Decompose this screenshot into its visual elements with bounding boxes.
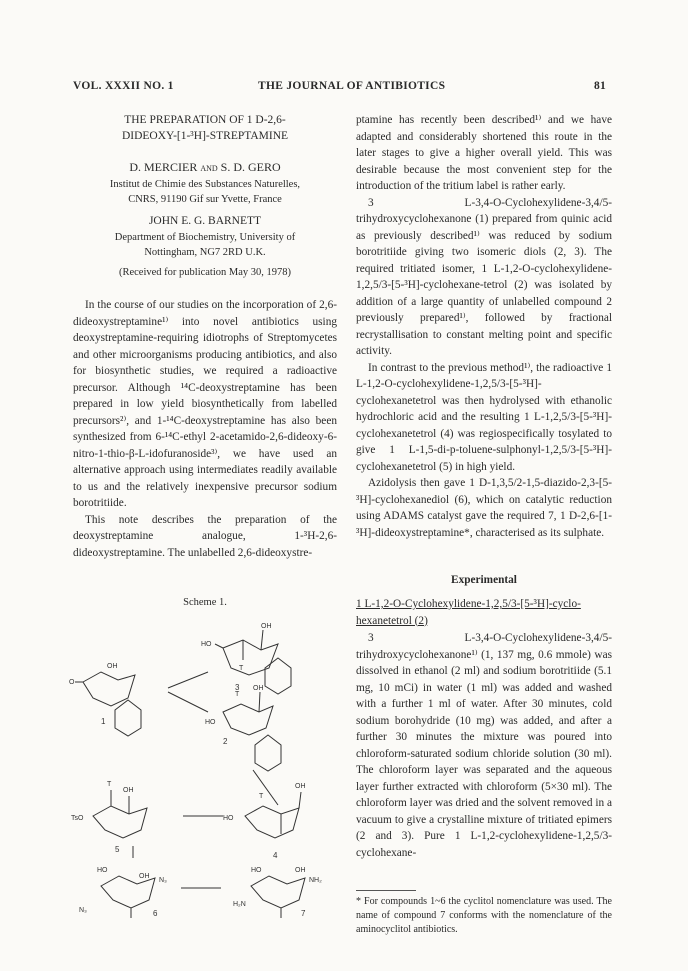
article-title [73, 112, 337, 144]
arrow-1-to-2 [168, 692, 208, 712]
left-column-body [73, 297, 337, 561]
c2-t-label: T [235, 691, 240, 698]
experimental-subheading [356, 596, 612, 629]
scheme-title: Scheme 1. [183, 597, 227, 608]
synthesis-paragraph-2: In contrast to the previous method¹⁾, the radioactive 1 L-1,2-O-cyclohexylidene-1,2,5/3-[5-³H]-cyclohexanetetrol was then hydrolysed with ethanolic hydrochloric acid and the resulting 1 L-1,2,5/3-[5-³H]-cyclohexanetetrol (4) was regiospecifically tosylated to give 1 L-1,5-di-p-toluene-sulphonyl-1,2,5/3-[5-³H]-cyclohexanetetrol (5) in high yield. [356, 361, 612, 473]
compound-2-structure [205, 685, 281, 771]
arrow-2-to-4 [253, 770, 278, 805]
c7-oh-label: OH [295, 867, 306, 874]
c2-number: 2 [223, 737, 228, 746]
c7-ho-label: HO [251, 867, 262, 874]
c2-ho-label: HO [205, 719, 216, 726]
c3-t-label: T [239, 665, 244, 672]
experimental-body [356, 630, 612, 861]
c1-o-label: O [69, 679, 75, 686]
c4-ho-label: HO [223, 815, 234, 822]
affiliation-2 [73, 230, 337, 260]
experimental-paragraph: 3 L-3,4-O-Cyclohexylidene-3,4/5-trihydroxycyclohexanone¹⁾ (1, 137 mg, 0.6 mmole) was dissolved in ethanol (2 ml) and sodium borotritiide (5.1 mg, 10 mCi) in water (1 ml) was added and washed with a further 1 ml of water. After 30 minutes, cold sodium borohydride (10 mg) was added, and after a further 30 minutes the mixture was poured into chloroform-saturated sodium chloride solution (30 ml). The chloroform layer was separated and the aqueous layer further extracted with chloroform (5×30 ml). The chloroform layer was dried and the solvent removed in a vacuum to give a crystalline mixture of tritiated epimers (2 and 3). Pure 1 L-1,2-cyclohexylidene-1,2,5/3-cyclohexane- [356, 632, 612, 859]
title-line-2: DIDEOXY-[1-³H]-STREPTAMINE [121, 130, 289, 142]
c5-oh-label: OH [123, 787, 134, 794]
c3-number: 3 [235, 683, 240, 692]
running-header-volume: VOL. XXXII NO. 1 [73, 80, 174, 92]
c4-number: 4 [273, 851, 278, 860]
authors-1: D. MERCIER and S. D. GERO [129, 160, 281, 174]
affiliation-1-line-2: CNRS, 91190 Gif sur Yvette, France [128, 194, 282, 205]
c2-oh-label: OH [253, 685, 264, 692]
continuation-paragraph: ptamine has recently been described¹⁾ and we have adapted and considerably shortened this route in the later stages to give a higher overall yield. This was desirable because the most convenient step for the introduction of the tritium label is rather early. [356, 114, 612, 192]
compound-6-structure [79, 867, 167, 918]
c5-tso-label: TsO [71, 815, 84, 822]
right-column-body [356, 112, 612, 541]
affiliation-2-line-1: Department of Biochemistry, University of [114, 232, 296, 243]
synthesis-paragraph-1: 3 L-3,4-O-Cyclohexylidene-3,4/5-trihydroxycyclohexanone (1) prepared from quinic acid as previously described¹⁾ was reduced by sodium borotritiide giving two isomeric diols (2, 3). The required tritiated isomer, 1 L-1,2-O-cyclohexylidene-1,2,5/3-[5-³H]-cyclohexane-tetrol (2) was isolated by addition of a large quantity of unlabelled compound 2 previously prepared¹⁾, followed by fractional recrystallisation to constant melting point and specific activity. [356, 196, 612, 357]
arrow-1-to-3 [168, 672, 208, 688]
reaction-scheme [69, 620, 337, 920]
c3-ho-label: HO [201, 641, 212, 648]
c7-number: 7 [301, 909, 306, 918]
c4-t-label: T [259, 793, 264, 800]
affiliation-1 [73, 177, 337, 207]
experimental-subheading-line-2: hexanetetrol (2) [356, 614, 428, 627]
page-number: 81 [594, 80, 607, 92]
c7-h2n-label: H₂N [233, 901, 246, 908]
c6-ho-label: HO [97, 867, 108, 874]
footnote-rule [356, 890, 416, 891]
c5-number: 5 [115, 845, 120, 854]
running-header-journal: THE JOURNAL OF ANTIBIOTICS [258, 80, 446, 92]
compound-7-structure [233, 867, 322, 918]
note-paragraph: This note describes the preparation of the deoxystreptamine analogue, 1-³H-2,6-dideoxystreptamine. The unlabelled 2,6-dideoxystre- [73, 513, 337, 559]
title-line-1: THE PREPARATION OF 1 D-2,6- [124, 114, 286, 126]
c7-nh2-label: NH₂ [309, 877, 322, 884]
c3-oh-label: OH [261, 623, 272, 630]
compound-4-structure [223, 783, 306, 860]
c6-oh-label: OH [139, 873, 150, 880]
experimental-heading: Experimental [451, 574, 517, 586]
intro-paragraph: In the course of our studies on the incorporation of 2,6-dideoxystreptamine¹⁾ into novel antibiotics using deoxystreptamine-requiring idiotrophs of Streptomycetes and other microorganisms producing antibiotics, and also for biosynthetic studies, we required a radioactive precursor. Although ¹⁴C-deoxystreptamine has been prepared in low yield biosynthetically from labelled precursors²⁾, and 1-¹⁴C-deoxystreptamine has also been synthesized from 6-¹⁴C-ethyl 2-acetamido-2,6-dideoxy-6-nitro-1-thio-β-L-idofuranoside³⁾, we have used an alternative approach using intermediates readily available to us and the relatively inexpensive precursor sodium borotritiide. [73, 299, 337, 509]
c6-number: 6 [153, 909, 158, 918]
affiliation-2-line-2: Nottingham, NG7 2RD U.K. [144, 247, 266, 258]
c1-oh-label: OH [107, 663, 118, 670]
compound-5-structure [71, 781, 147, 854]
c6-n3-label-2: N₃ [79, 907, 87, 914]
c6-n3-label: N₃ [159, 877, 167, 884]
c4-oh-label: OH [295, 783, 306, 790]
compound-3-structure [201, 623, 291, 694]
synthesis-paragraph-3: Azidolysis then gave 1 D-1,3,5/2-1,5-diazido-2,3-[5-³H]-cyclohexanediol (6), which on catalytic reduction using ADAMS catalyst gave the required 7, 1 D-2,6-[1-³H]-dideoxystreptamine*, characterised as its sulphate. [356, 477, 612, 539]
c1-number: 1 [101, 717, 106, 726]
footnote: * For compounds 1~6 the cyclitol nomenclature was used. The name of compound 7 conforms with the nomenclature of the aminocyclitol antibiotics. [356, 896, 612, 935]
c5-t-label: T [107, 781, 112, 788]
experimental-subheading-line-1: 1 L-1,2-O-Cyclohexylidene-1,2,5/3-[5-³H]-cyclo- [356, 598, 581, 610]
compound-1-structure [69, 663, 141, 736]
received-date: (Received for publication May 30, 1978) [118, 267, 292, 278]
authors-2: JOHN E. G. BARNETT [148, 215, 262, 227]
affiliation-1-line-1: Institut de Chimie des Substances Naturelles, [109, 179, 301, 190]
